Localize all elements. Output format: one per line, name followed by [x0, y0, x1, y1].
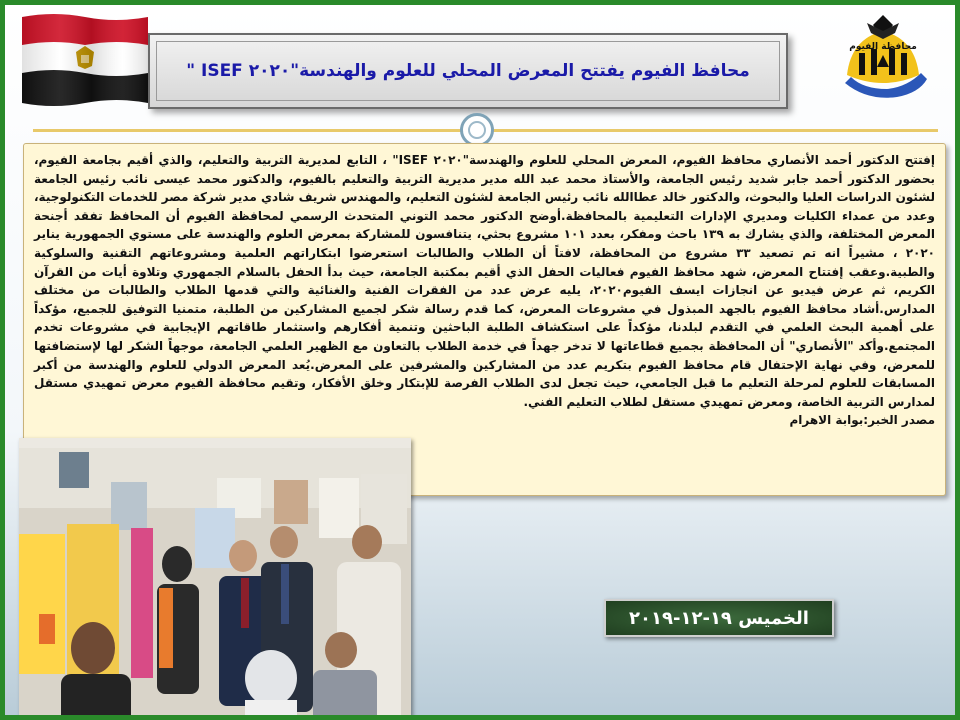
- event-photo: [19, 438, 411, 720]
- date-label: الخميس ١٩-١٢-٢٠١٩: [629, 607, 809, 629]
- headline-box: [148, 33, 788, 109]
- logo-lettering: محافظة الفيوم: [849, 42, 917, 52]
- article-body: إفتتح الدكتور أحمد الأنصاري محافظ الفيوم، المعرض المحلي للعلوم والهندسة"٢٠٢٠ ISEF" ، التابع لمديرية التربية والتعليم، والذي أقيم بجامعة الفيوم، بحضور الدكتور أحمد جابر شديد رئيس الجامعة، والأستاذ محمد عبد الله مدير مديرية التربية والتعليم بالفيوم، والدكتور محمد عيسى نائب رئيس الجامعة لشئون الدراسات العليا والبحوث، والدكتور خالد عطاالله نائب رئيس الجامعة لشئون التعليم، والمهندس شريف شادي مدير شركة مصر للخدمات التكنولوجية، وعدد من عمداء الكليات ومديري الإدارات التعليمية بالمحافظة.أوضح الدكتور محمد التوني المتحدث الرسمي لمحافظة الفيوم أن المحافظ تفقد أجنحة المعرض المختلفة، والذي يشارك به ١٣٩ باحث ومفكر، بعدد ١٠١ مشروع بحثي، يتنافسون للمشاركة بمعرض العلوم والهندسة على مستوي الجمهورية يناير ٢٠٢٠ ، مشيراً انه تم تصعيد ٣٣ مشروع من المحافظة، لافتاً أن الطلاب والطالبات استعرضوا ابتكاراتهم العلمية ومشروعاتهم التقنية والسلوكية والطبية.وعقب إفتتاح المعرض، شهد محافظ الفيوم فعاليات الحفل الذي أقيم بمكتبة الجامعة، حيث بدأ الحفل بالسلام الجمهوري وتلاوة أيات من القرآن الكريم، ثم عرض فيديو عن انجازات ايسف الفيوم٢٠٢٠، يليه عرض عدد من الفقرات الفنية والغنائية والتي قدمها الطلاب والطالبات من مختلف المدارس.أشاد محافظ الفيوم بالجهد المبذول في مشروعات المعرض، كما قدم رسالة شكر لجميع المشاركين من الطلبة، متمنيا التوفيق للجميع، مؤكداً على أهمية البحث العلمي في التقدم لبلدنا، مؤكداً على استكشاف الطلبة الباحثين وتنمية أفكارهم واستثمار طاقاتهم الإيجابية في مشروعات تخدم المجتمع.وأكد "الأنصاري" أن المحافظة بجميع قطاعاتها لا تدخر جهداً في خدمة الطلاب بالتعاون مع الظهير العلمي الجامعة، موجهاً الشكر لها لإستضافتها للمعرض، وفي نهاية الإحتفال قام محافظ الفيوم بتكريم عدد من المشاركين والمشرفين على المعرض.يُعد المعرض الدولي للعلوم والهندسة من أكبر المسابقات للعلوم لمرحلة التعليم ما قبل الجامعي، حيث تجعل لدى الطلاب الفرصة للإبتكار وخلق الأفكار، وتقيم محافظة الفيوم معرض تمهيدي مستقل لمدارس التربية الخاصة، ومعرض تمهيدي مستقل لطلاب التعليم الفني.: [34, 153, 935, 409]
- article-source: مصدر الخبر:بوابة الاهرام: [789, 413, 935, 428]
- date-badge: [604, 599, 834, 637]
- egypt-flag: [22, 11, 148, 106]
- fayoum-governorate-logo: [837, 9, 929, 109]
- headline-inner: [156, 41, 780, 101]
- divider-ring-icon: [460, 113, 494, 147]
- headline-title: محافظ الفيوم يفتتح المعرض المحلي للعلوم والهندسة"٢٠٢٠ ISEF ": [186, 61, 750, 81]
